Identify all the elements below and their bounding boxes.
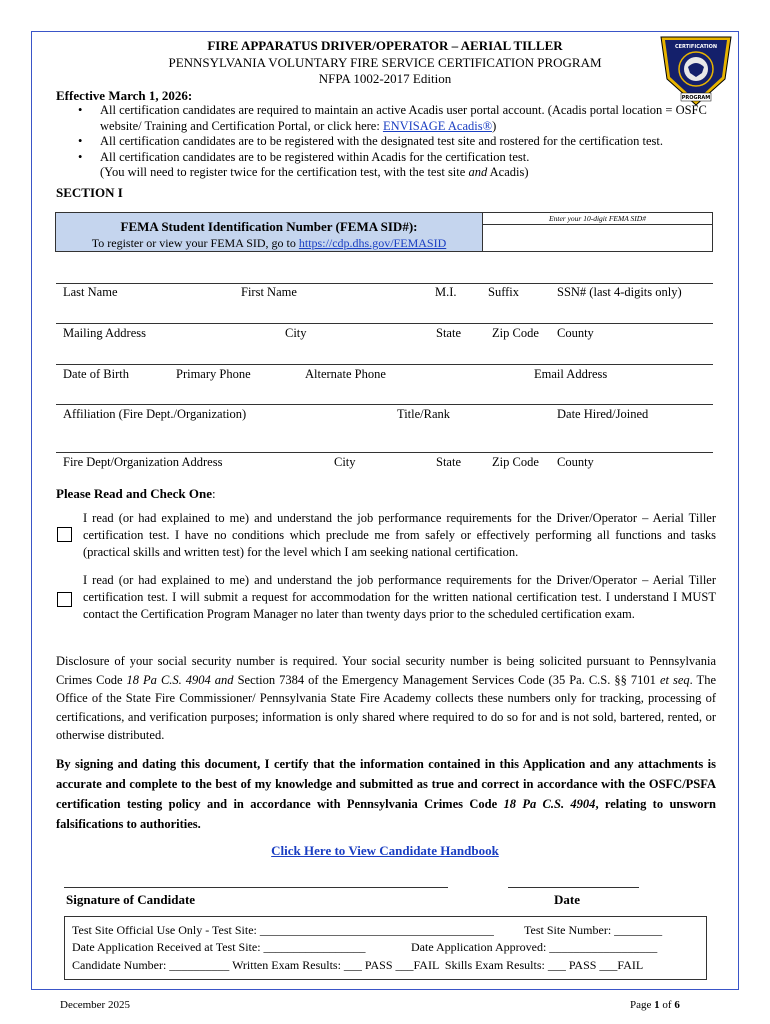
instructions-heading: Please Read and Check One:	[56, 486, 216, 501]
ssn-disclosure: Disclosure of your social security number is required. Your social security number is being solicited pursuant to Pennsylvania Crimes Code 18 Pa C.S. 4904 and Section 7384 of the Emergency Management Services Code (35 Pa. C.S. §§ 7101 et seq. The Office of the State Fire Commissioner/ Pennsylvania State Fire Academy collects these numbers only for tracking, processing of certifications, and verification purposes; information is only shared where required to do so for and is not sold, bartered, rented, or otherwise distributed.	[56, 654, 716, 742]
org-state-label: State	[436, 455, 461, 469]
candidate-handbook-link[interactable]: Click Here to View Candidate Handbook	[271, 843, 499, 858]
field-line[interactable]	[56, 404, 713, 405]
primary-phone-label: Primary Phone	[176, 367, 251, 381]
footer-date: December 2025	[60, 999, 130, 1011]
edition: NFPA 1002-2017 Edition	[318, 71, 452, 86]
signature-line[interactable]	[64, 887, 448, 888]
county-label: County	[557, 326, 594, 340]
fema-sid-title: FEMA Student Identification Number (FEMA SID#):	[120, 219, 418, 234]
option-1-checkbox[interactable]	[57, 527, 72, 542]
option-1-text: I read (or had explained to me) and understand the job performance requirements for the Driver/Operator – Aerial Tiller certification test. I have no conditions which preclude me from safely or effectively performing all functions and tasks (practical skills and written test) for the level which I am seeking national certification.	[83, 511, 716, 559]
test-site-field: Test Site Official Use Only - Test Site: _______________________________________	[72, 923, 494, 937]
fema-sid-label-cell	[56, 213, 483, 251]
city-label: City	[285, 326, 307, 340]
option-2-checkbox[interactable]	[57, 592, 72, 607]
field-line[interactable]	[56, 283, 713, 284]
org-address-label: Fire Dept/Organization Address	[63, 455, 223, 469]
section-heading: SECTION I	[56, 185, 123, 200]
page-number: Page 1 of 6	[630, 999, 680, 1011]
envisage-acadis-link[interactable]: ENVISAGE Acadis®	[382, 118, 493, 133]
certification-seal-logo	[657, 33, 735, 107]
date-line[interactable]	[508, 887, 639, 888]
handbook-link-row	[0, 843, 770, 859]
date-received-field: Date Application Received at Test Site: _________________	[72, 940, 366, 954]
form-title: FIRE APPARATUS DRIVER/OPERATOR – AERIAL TILLER	[207, 38, 563, 53]
title-rank-label: Title/Rank	[397, 407, 451, 421]
alternate-phone-label: Alternate Phone	[305, 367, 386, 381]
fema-sid-box	[55, 212, 713, 252]
field-line[interactable]	[56, 323, 713, 324]
test-site-number-field: Test Site Number: ________	[524, 923, 663, 937]
requirements-list	[56, 103, 726, 181]
date-label: Date	[554, 892, 580, 907]
first-name-label: First Name	[241, 285, 297, 299]
seal-text-bottom: PROGRAM	[681, 95, 711, 101]
requirement-1: • All certification candidates are required to maintain an active Acadis user portal account. (Acadis portal location = OSFC website/ Training and Certification Portal, or click here: ENVISAGE Acadis®)	[78, 103, 707, 133]
effective-date: Effective March 1, 2026:	[56, 88, 193, 103]
mailing-address-label: Mailing Address	[63, 326, 146, 340]
affiliation-label: Affiliation (Fire Dept./Organization)	[63, 407, 247, 421]
fema-sid-hint: Enter your 10-digit FEMA SID#	[549, 214, 646, 223]
fema-sid-subtitle: To register or view your FEMA SID, go to https://cdp.dhs.gov/FEMASID	[91, 236, 447, 250]
requirement-2: • All certification candidates are to be registered with the designated test site and rostered for the certification test.	[78, 134, 663, 148]
exam-results-field: Candidate Number: __________ Written Exam Results: ___ PASS ___FAIL Skills Exam Results: ___ PASS ___FAIL	[72, 958, 644, 972]
requirement-3: • All certification candidates are to be registered within Acadis for the certification test. (You will need to register twice for the certification test, with the test site and Acadis)	[78, 149, 530, 179]
ssn-label: SSN# (last 4-digits only)	[557, 285, 682, 299]
org-zip-code-label: Zip Code	[492, 455, 539, 469]
official-use-box	[64, 916, 707, 980]
date-approved-field: Date Application Approved: __________________	[411, 940, 658, 954]
date-hired-label: Date Hired/Joined	[557, 407, 649, 421]
suffix-label: Suffix	[488, 285, 520, 299]
field-line[interactable]	[56, 364, 713, 365]
fema-sid-link[interactable]: https://cdp.dhs.gov/FEMASID	[298, 236, 447, 250]
email-address-label: Email Address	[534, 367, 608, 381]
certification-statement: By signing and dating this document, I certify that the information contained in this Application and any attachments is accurate and complete to the best of my knowledge and submitted as true and correct in accordance with the OSFC/PSFA certification testing policy and in accordance with Pennsylvania Crimes Code 18 Pa C.S. 4904, relating to unsworn falsifications to authorities.	[56, 757, 716, 831]
mi-label: M.I.	[435, 285, 457, 299]
last-name-label: Last Name	[63, 285, 118, 299]
date-of-birth-label: Date of Birth	[63, 367, 129, 381]
zip-code-label: Zip Code	[492, 326, 539, 340]
org-city-label: City	[334, 455, 356, 469]
signature-label: Signature of Candidate	[66, 892, 196, 907]
field-line[interactable]	[56, 452, 713, 453]
org-county-label: County	[557, 455, 594, 469]
program-name: PENNSYLVANIA VOLUNTARY FIRE SERVICE CERTIFICATION PROGRAM	[168, 55, 602, 70]
fema-sid-input[interactable]	[483, 213, 712, 251]
state-label: State	[436, 326, 461, 340]
option-2-text: I read (or had explained to me) and understand the job performance requirements for the Driver/Operator – Aerial Tiller certification test. I will submit a request for accommodation for the written national certification test. I understand I MUST contact the Certification Program Manager no later than twenty days prior to the scheduled certification exam.	[83, 573, 716, 621]
seal-text-top: CERTIFICATION	[674, 44, 718, 50]
